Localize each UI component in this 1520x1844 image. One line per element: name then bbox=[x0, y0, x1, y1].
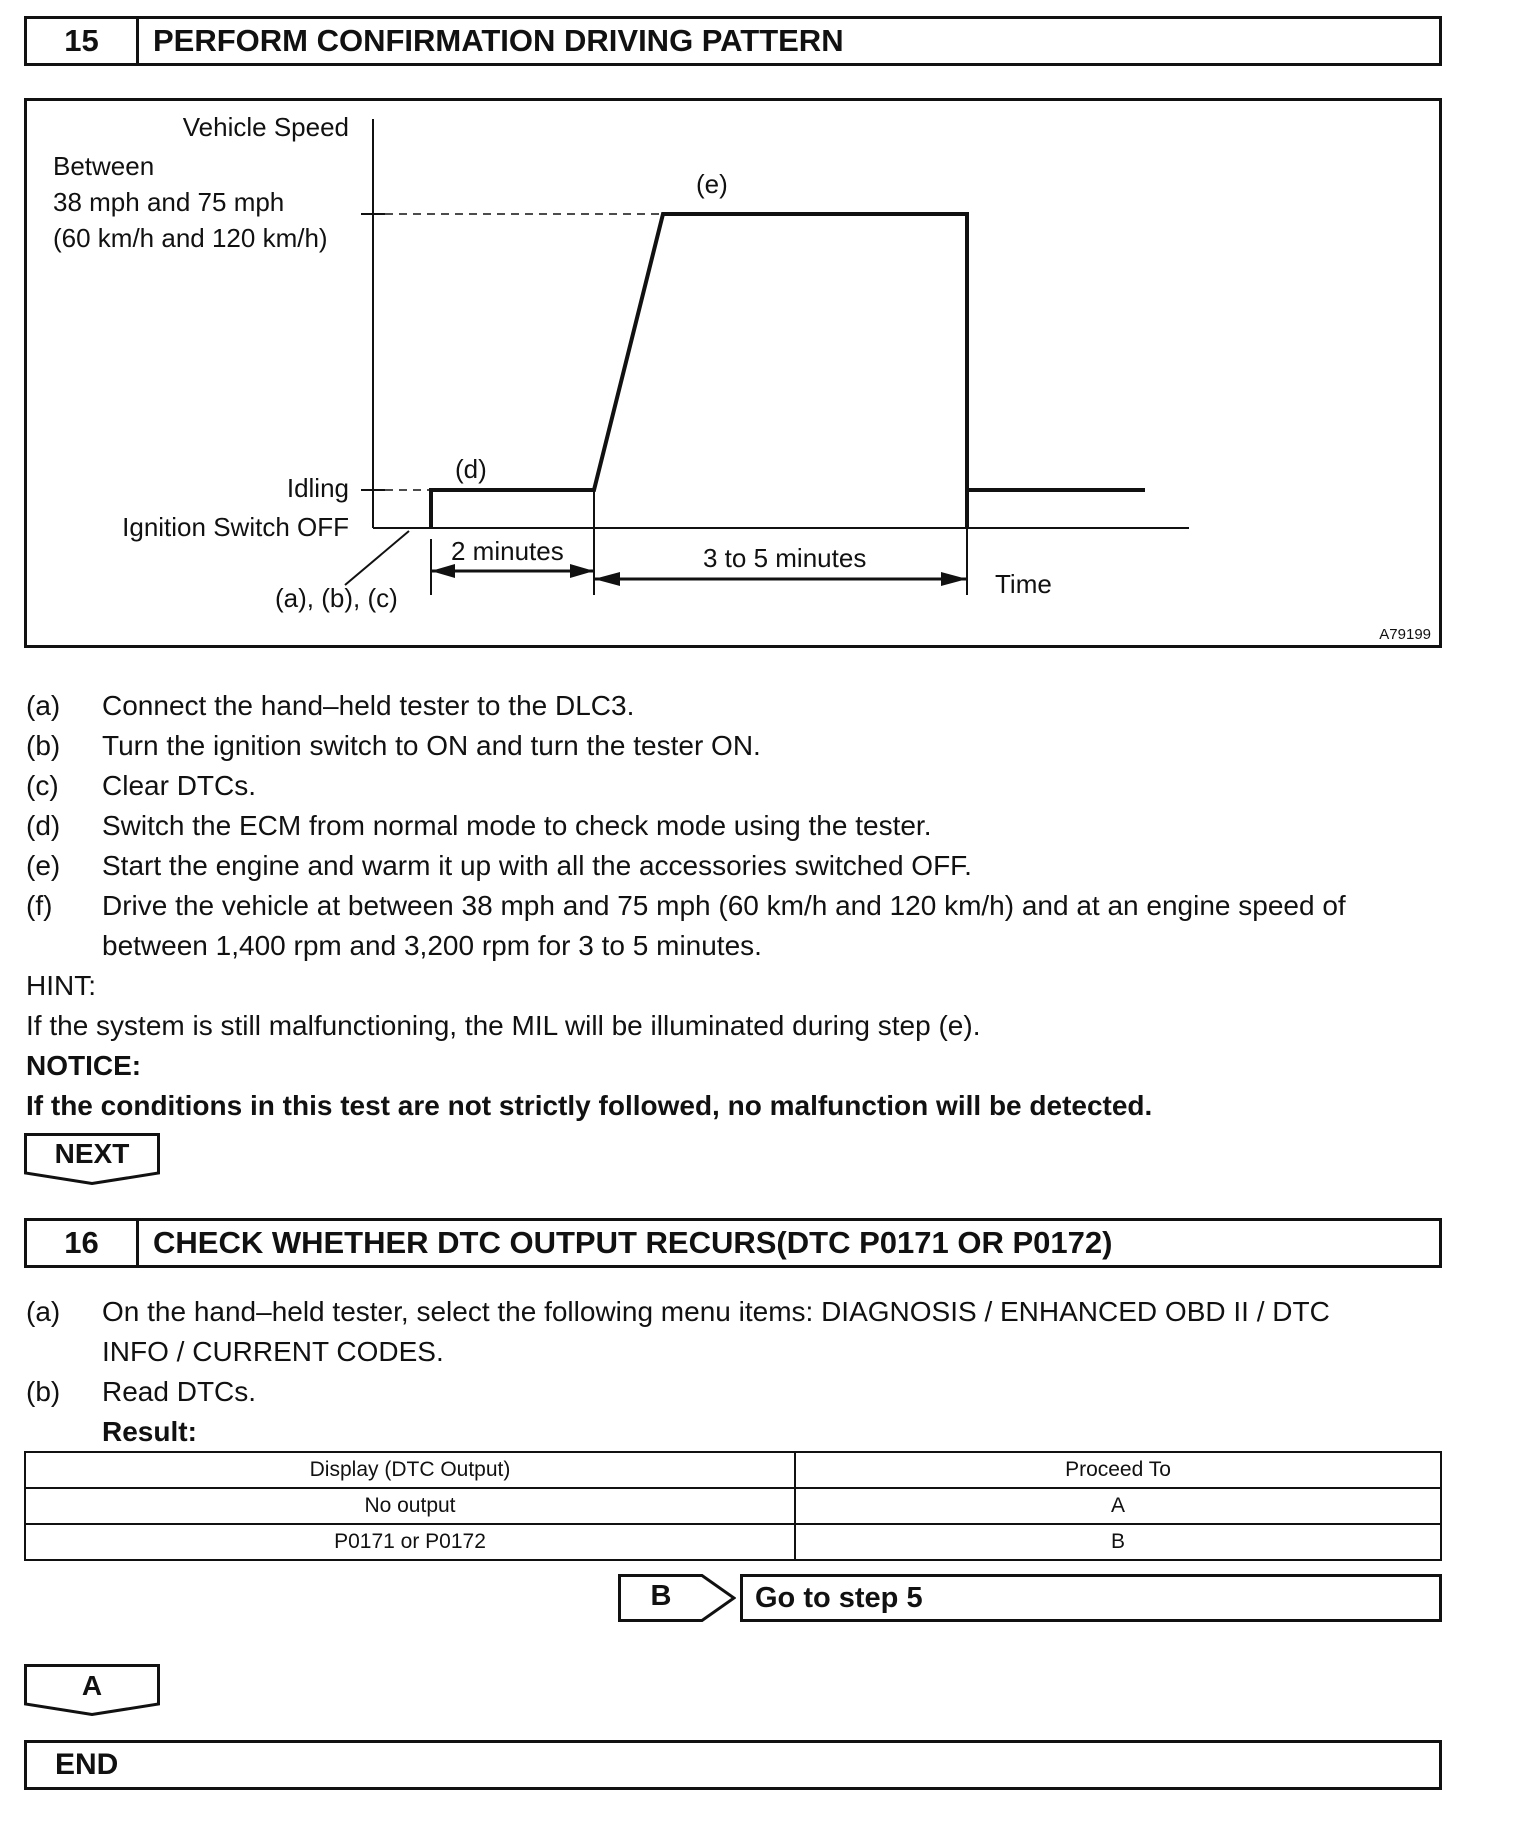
driving-pattern-diagram bbox=[27, 101, 1439, 645]
table-cell: No output bbox=[25, 1488, 795, 1524]
notice-label: NOTICE: bbox=[26, 1050, 142, 1081]
branch-a-button[interactable] bbox=[24, 1664, 160, 1716]
result-table bbox=[24, 1451, 1442, 1561]
procedure-item: (c) Clear DTCs. bbox=[26, 770, 257, 801]
result-label: Result: bbox=[102, 1416, 197, 1447]
speed-label-line1: Between bbox=[53, 151, 155, 181]
end-box: END bbox=[24, 1740, 1442, 1790]
ignition-off-label: Ignition Switch OFF bbox=[122, 512, 349, 542]
procedure-item: (d) Switch the ECM from normal mode to check mode using the tester. bbox=[26, 810, 932, 841]
figure-id: A79199 bbox=[1379, 626, 1431, 643]
procedure-item: (f) Drive the vehicle at between 38 mph and 75 mph (60 km/h and 120 km/h) and at an engine speed of bbox=[26, 890, 1346, 921]
go-to-step-link[interactable]: Go to step 5 bbox=[740, 1574, 1442, 1622]
next-button[interactable] bbox=[24, 1133, 160, 1185]
y-axis-label: Vehicle Speed bbox=[182, 112, 349, 142]
speed-profile-line bbox=[431, 214, 967, 528]
procedure-item: (a) On the hand–held tester, select the following menu items: DIAGNOSIS / ENHANCED OBD II / DTC bbox=[26, 1296, 1330, 1327]
procedure-item-continued: between 1,400 rpm and 3,200 rpm for 3 to 5 minutes. bbox=[102, 930, 762, 961]
procedure-item: (b) Read DTCs. bbox=[26, 1376, 257, 1407]
procedure-item: (e) Start the engine and warm it up with all the accessories switched OFF. bbox=[26, 850, 972, 881]
table-row bbox=[25, 1524, 1441, 1560]
speed-label-line2: 38 mph and 75 mph bbox=[53, 187, 285, 217]
table-row bbox=[25, 1488, 1441, 1524]
step-title: CHECK WHETHER DTC OUTPUT RECURS(DTC P0171 OR P0172) bbox=[153, 1225, 1113, 1260]
three-five-minutes-label: 3 to 5 minutes bbox=[703, 543, 867, 573]
driving-pattern-figure bbox=[24, 98, 1442, 648]
procedure-item: (a) Connect the hand–held tester to the DLC3. bbox=[26, 690, 635, 721]
table-header-cell: Display (DTC Output) bbox=[25, 1452, 795, 1488]
idling-label: Idling bbox=[286, 473, 349, 503]
notice-text: If the conditions in this test are not strictly followed, no malfunction will be detected. bbox=[26, 1090, 1153, 1121]
e-label: (e) bbox=[696, 169, 728, 199]
table-cell: A bbox=[795, 1488, 1441, 1524]
hint-text: If the system is still malfunctioning, the MIL will be illuminated during step (e). bbox=[26, 1010, 981, 1041]
table-header-row bbox=[25, 1452, 1441, 1488]
branch-b-letter: B bbox=[650, 1580, 672, 1612]
table-cell: B bbox=[795, 1524, 1441, 1560]
procedure-item: (b) Turn the ignition switch to ON and turn the tester ON. bbox=[26, 730, 761, 761]
table-cell: P0171 or P0172 bbox=[25, 1524, 795, 1560]
next-label: NEXT bbox=[54, 1138, 130, 1169]
hint-label: HINT: bbox=[26, 970, 96, 1001]
step-15-header bbox=[24, 16, 1442, 66]
d-label: (d) bbox=[455, 454, 487, 484]
procedure-item-continued: INFO / CURRENT CODES. bbox=[102, 1336, 444, 1367]
branch-b-tag[interactable] bbox=[618, 1574, 736, 1622]
table-header-cell: Proceed To bbox=[795, 1452, 1441, 1488]
step-number: 16 bbox=[27, 1221, 139, 1265]
step-16-header bbox=[24, 1218, 1442, 1268]
abc-label: (a), (b), (c) bbox=[275, 583, 398, 613]
speed-label-line3: (60 km/h and 120 km/h) bbox=[53, 223, 328, 253]
step-title: PERFORM CONFIRMATION DRIVING PATTERN bbox=[153, 23, 844, 58]
step-number: 15 bbox=[27, 19, 139, 63]
branch-a-letter: A bbox=[81, 1670, 103, 1701]
time-label: Time bbox=[995, 569, 1052, 599]
two-minutes-label: 2 minutes bbox=[451, 536, 564, 566]
